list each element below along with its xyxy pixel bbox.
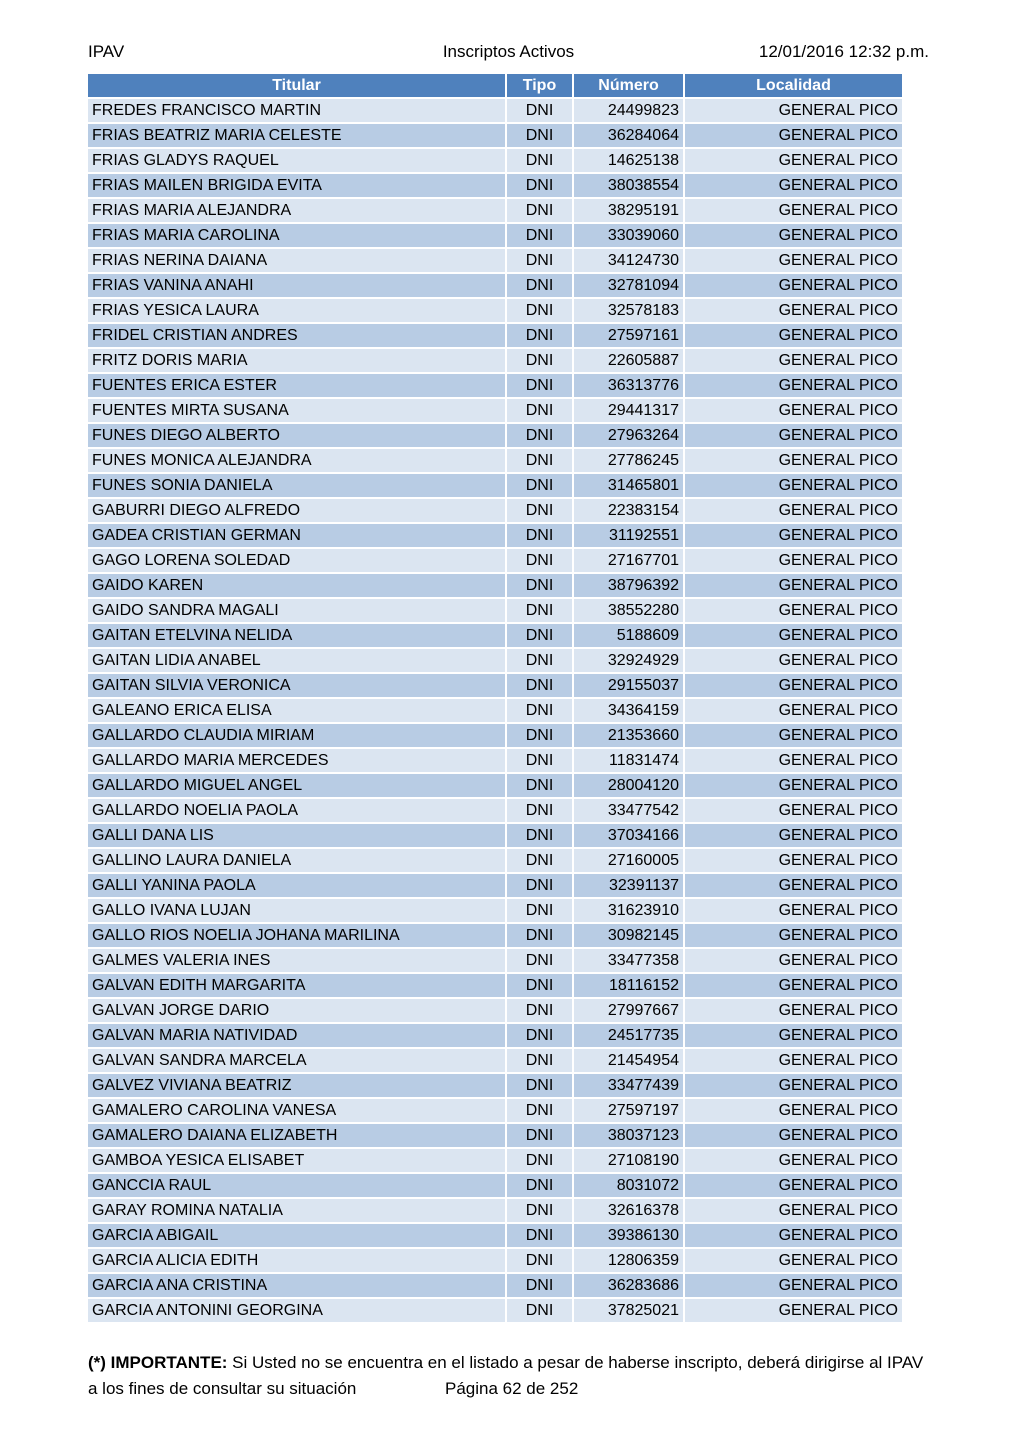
cell-titular: GARCIA ABIGAIL [88,1222,507,1247]
cell-titular: GALLI DANA LIS [88,822,507,847]
cell-titular: GALMES VALERIA INES [88,947,507,972]
cell-numero: 8031072 [574,1172,685,1197]
cell-numero: 34124730 [574,247,685,272]
cell-localidad: GENERAL PICO [685,272,902,297]
cell-tipo: DNI [507,1272,574,1297]
cell-tipo: DNI [507,422,574,447]
cell-titular: GAMBOA YESICA ELISABET [88,1147,507,1172]
cell-numero: 31465801 [574,472,685,497]
table-row [88,697,902,722]
cell-numero: 5188609 [574,622,685,647]
cell-titular: FUNES DIEGO ALBERTO [88,422,507,447]
cell-titular: GAIDO KAREN [88,572,507,597]
cell-localidad: GENERAL PICO [685,1097,902,1122]
cell-titular: FRIAS VANINA ANAHI [88,272,507,297]
cell-titular: GALVEZ VIVIANA BEATRIZ [88,1072,507,1097]
cell-tipo: DNI [507,1097,574,1122]
cell-tipo: DNI [507,472,574,497]
cell-tipo: DNI [507,697,574,722]
cell-tipo: DNI [507,197,574,222]
header-left-title: IPAV [88,42,125,61]
table-row [88,897,902,922]
cell-localidad: GENERAL PICO [685,347,902,372]
cell-numero: 27160005 [574,847,685,872]
cell-localidad: GENERAL PICO [685,672,902,697]
cell-localidad: GENERAL PICO [685,597,902,622]
cell-tipo: DNI [507,772,574,797]
cell-titular: FRIAS MARIA CAROLINA [88,222,507,247]
cell-localidad: GENERAL PICO [685,872,902,897]
cell-titular: GALLI YANINA PAOLA [88,872,507,897]
important-label: (*) IMPORTANTE: [88,1353,228,1372]
cell-tipo: DNI [507,172,574,197]
cell-tipo: DNI [507,947,574,972]
table-row [88,497,902,522]
table-row [88,122,902,147]
column-header-tipo: Tipo [507,74,574,97]
cell-titular: GALVAN EDITH MARGARITA [88,972,507,997]
table-row [88,1072,902,1097]
cell-tipo: DNI [507,322,574,347]
cell-tipo: DNI [507,522,574,547]
table-row [88,622,902,647]
table-row [88,1297,902,1322]
table-row [88,197,902,222]
table-row [88,397,902,422]
table-row [88,597,902,622]
cell-localidad: GENERAL PICO [685,1022,902,1047]
cell-tipo: DNI [507,147,574,172]
cell-titular: GARCIA ALICIA EDITH [88,1247,507,1272]
table-row [88,472,902,497]
cell-tipo: DNI [507,397,574,422]
cell-numero: 33477542 [574,797,685,822]
cell-localidad: GENERAL PICO [685,922,902,947]
table-row [88,522,902,547]
cell-titular: FUENTES ERICA ESTER [88,372,507,397]
cell-numero: 38552280 [574,597,685,622]
cell-titular: GARAY ROMINA NATALIA [88,1197,507,1222]
page-number: Página 62 de 252 [445,1379,579,1398]
table-row [88,922,902,947]
cell-tipo: DNI [507,447,574,472]
cell-localidad: GENERAL PICO [685,1072,902,1097]
table-row [88,1247,902,1272]
cell-tipo: DNI [507,722,574,747]
cell-numero: 31192551 [574,522,685,547]
cell-tipo: DNI [507,922,574,947]
cell-titular: GALLARDO MARIA MERCEDES [88,747,507,772]
cell-localidad: GENERAL PICO [685,822,902,847]
cell-numero: 38295191 [574,197,685,222]
table-row [88,322,902,347]
cell-numero: 28004120 [574,772,685,797]
table-row [88,822,902,847]
cell-titular: FRIAS YESICA LAURA [88,297,507,322]
table-row [88,547,902,572]
inscriptos-table [88,74,902,1322]
cell-numero: 32924929 [574,647,685,672]
cell-tipo: DNI [507,497,574,522]
cell-numero: 36284064 [574,122,685,147]
cell-numero: 29155037 [574,672,685,697]
cell-titular: FRIAS NERINA DAIANA [88,247,507,272]
cell-titular: GALLO IVANA LUJAN [88,897,507,922]
cell-titular: GALVAN JORGE DARIO [88,997,507,1022]
cell-tipo: DNI [507,797,574,822]
cell-numero: 18116152 [574,972,685,997]
cell-tipo: DNI [507,1247,574,1272]
cell-titular: GALEANO ERICA ELISA [88,697,507,722]
cell-titular: GARCIA ANTONINI GEORGINA [88,1297,507,1322]
column-header-localidad: Localidad [685,74,902,97]
cell-titular: GAIDO SANDRA MAGALI [88,597,507,622]
cell-numero: 31623910 [574,897,685,922]
cell-titular: GAITAN LIDIA ANABEL [88,647,507,672]
cell-titular: GALLARDO CLAUDIA MIRIAM [88,722,507,747]
cell-tipo: DNI [507,972,574,997]
cell-localidad: GENERAL PICO [685,747,902,772]
cell-numero: 27108190 [574,1147,685,1172]
cell-tipo: DNI [507,122,574,147]
cell-numero: 27786245 [574,447,685,472]
cell-localidad: GENERAL PICO [685,247,902,272]
cell-localidad: GENERAL PICO [685,1247,902,1272]
column-header-numero: Número [574,74,685,97]
table-row [88,172,902,197]
cell-localidad: GENERAL PICO [685,847,902,872]
table-row [88,997,902,1022]
cell-tipo: DNI [507,822,574,847]
cell-localidad: GENERAL PICO [685,972,902,997]
cell-tipo: DNI [507,1147,574,1172]
table-row [88,972,902,997]
table-row [88,1272,902,1297]
cell-tipo: DNI [507,222,574,247]
table-row [88,1222,902,1247]
cell-numero: 38796392 [574,572,685,597]
cell-numero: 36313776 [574,372,685,397]
footer-notice [88,1350,938,1402]
footer-line-1 [88,1350,938,1376]
cell-titular: FRIAS MAILEN BRIGIDA EVITA [88,172,507,197]
table-row [88,147,902,172]
cell-localidad: GENERAL PICO [685,222,902,247]
cell-localidad: GENERAL PICO [685,1222,902,1247]
cell-localidad: GENERAL PICO [685,1297,902,1322]
cell-titular: GANCCIA RAUL [88,1172,507,1197]
cell-numero: 33039060 [574,222,685,247]
cell-localidad: GENERAL PICO [685,897,902,922]
cell-localidad: GENERAL PICO [685,947,902,972]
header-timestamp: 12/01/2016 12:32 p.m. [758,42,929,61]
cell-localidad: GENERAL PICO [685,497,902,522]
cell-titular: GAGO LORENA SOLEDAD [88,547,507,572]
header-report-title: Inscriptos Activos [442,42,575,61]
cell-localidad: GENERAL PICO [685,522,902,547]
cell-titular: FREDES FRANCISCO MARTIN [88,97,507,122]
cell-localidad: GENERAL PICO [685,197,902,222]
cell-numero: 24517735 [574,1022,685,1047]
table-row [88,97,902,122]
cell-numero: 27963264 [574,422,685,447]
table-row [88,297,902,322]
cell-numero: 27167701 [574,547,685,572]
table-row [88,1147,902,1172]
cell-numero: 29441317 [574,397,685,422]
cell-localidad: GENERAL PICO [685,697,902,722]
cell-localidad: GENERAL PICO [685,797,902,822]
cell-tipo: DNI [507,297,574,322]
cell-numero: 37034166 [574,822,685,847]
cell-titular: FRIAS GLADYS RAQUEL [88,147,507,172]
table-row [88,647,902,672]
cell-numero: 27597161 [574,322,685,347]
cell-localidad: GENERAL PICO [685,622,902,647]
cell-titular: GABURRI DIEGO ALFREDO [88,497,507,522]
cell-tipo: DNI [507,1122,574,1147]
cell-localidad: GENERAL PICO [685,422,902,447]
cell-tipo: DNI [507,1222,574,1247]
cell-tipo: DNI [507,597,574,622]
cell-titular: GALLARDO NOELIA PAOLA [88,797,507,822]
cell-numero: 27997667 [574,997,685,1022]
cell-titular: GAITAN ETELVINA NELIDA [88,622,507,647]
cell-numero: 32578183 [574,297,685,322]
table-header-row [88,74,902,97]
cell-tipo: DNI [507,372,574,397]
table-row [88,222,902,247]
cell-numero: 32391137 [574,872,685,897]
table-row [88,272,902,297]
cell-numero: 12806359 [574,1247,685,1272]
table-row [88,847,902,872]
cell-tipo: DNI [507,272,574,297]
cell-titular: FRIAS MARIA ALEJANDRA [88,197,507,222]
cell-titular: GALLO RIOS NOELIA JOHANA MARILINA [88,922,507,947]
cell-localidad: GENERAL PICO [685,1172,902,1197]
cell-numero: 36283686 [574,1272,685,1297]
cell-localidad: GENERAL PICO [685,1272,902,1297]
footer-situation-text: a los fines de consultar su situación [88,1379,357,1398]
cell-titular: GAITAN SILVIA VERONICA [88,672,507,697]
cell-numero: 32781094 [574,272,685,297]
cell-localidad: GENERAL PICO [685,1047,902,1072]
cell-tipo: DNI [507,622,574,647]
cell-tipo: DNI [507,1197,574,1222]
cell-tipo: DNI [507,747,574,772]
cell-numero: 39386130 [574,1222,685,1247]
cell-numero: 14625138 [574,147,685,172]
cell-localidad: GENERAL PICO [685,547,902,572]
cell-localidad: GENERAL PICO [685,572,902,597]
table-row [88,947,902,972]
cell-numero: 38038554 [574,172,685,197]
cell-localidad: GENERAL PICO [685,997,902,1022]
table-row [88,797,902,822]
cell-tipo: DNI [507,1072,574,1097]
cell-numero: 22383154 [574,497,685,522]
cell-localidad: GENERAL PICO [685,372,902,397]
cell-tipo: DNI [507,1297,574,1322]
cell-localidad: GENERAL PICO [685,122,902,147]
cell-titular: FRIAS BEATRIZ MARIA CELESTE [88,122,507,147]
cell-localidad: GENERAL PICO [685,397,902,422]
cell-numero: 32616378 [574,1197,685,1222]
cell-localidad: GENERAL PICO [685,1122,902,1147]
cell-numero: 33477358 [574,947,685,972]
cell-numero: 21353660 [574,722,685,747]
cell-localidad: GENERAL PICO [685,772,902,797]
table-row [88,247,902,272]
cell-localidad: GENERAL PICO [685,647,902,672]
cell-titular: GAMALERO CAROLINA VANESA [88,1097,507,1122]
cell-titular: GADEA CRISTIAN GERMAN [88,522,507,547]
table-row [88,1172,902,1197]
cell-tipo: DNI [507,897,574,922]
cell-localidad: GENERAL PICO [685,447,902,472]
cell-titular: GARCIA ANA CRISTINA [88,1272,507,1297]
cell-tipo: DNI [507,347,574,372]
cell-numero: 33477439 [574,1072,685,1097]
table-row [88,1047,902,1072]
cell-numero: 30982145 [574,922,685,947]
table-row [88,1022,902,1047]
cell-localidad: GENERAL PICO [685,1147,902,1172]
cell-numero: 11831474 [574,747,685,772]
table-row [88,347,902,372]
table-row [88,447,902,472]
cell-numero: 22605887 [574,347,685,372]
cell-localidad: GENERAL PICO [685,97,902,122]
table-row [88,1122,902,1147]
cell-tipo: DNI [507,1047,574,1072]
cell-localidad: GENERAL PICO [685,297,902,322]
cell-localidad: GENERAL PICO [685,722,902,747]
table-row [88,772,902,797]
cell-localidad: GENERAL PICO [685,147,902,172]
cell-numero: 37825021 [574,1297,685,1322]
cell-localidad: GENERAL PICO [685,172,902,197]
cell-tipo: DNI [507,872,574,897]
table-row [88,672,902,697]
cell-tipo: DNI [507,1022,574,1047]
cell-titular: GALVAN MARIA NATIVIDAD [88,1022,507,1047]
table-row [88,572,902,597]
table-row [88,1197,902,1222]
cell-tipo: DNI [507,247,574,272]
table-row [88,722,902,747]
cell-tipo: DNI [507,647,574,672]
table-row [88,747,902,772]
cell-tipo: DNI [507,847,574,872]
table-row [88,1097,902,1122]
cell-localidad: GENERAL PICO [685,472,902,497]
cell-titular: FUNES MONICA ALEJANDRA [88,447,507,472]
table-row [88,872,902,897]
cell-titular: FUENTES MIRTA SUSANA [88,397,507,422]
cell-titular: GAMALERO DAIANA ELIZABETH [88,1122,507,1147]
cell-titular: FUNES SONIA DANIELA [88,472,507,497]
cell-tipo: DNI [507,672,574,697]
cell-localidad: GENERAL PICO [685,322,902,347]
cell-titular: GALLINO LAURA DANIELA [88,847,507,872]
cell-numero: 34364159 [574,697,685,722]
cell-numero: 21454954 [574,1047,685,1072]
cell-titular: GALVAN SANDRA MARCELA [88,1047,507,1072]
footer-line-2 [88,1376,938,1402]
cell-numero: 27597197 [574,1097,685,1122]
cell-tipo: DNI [507,547,574,572]
cell-titular: GALLARDO MIGUEL ANGEL [88,772,507,797]
table-row [88,372,902,397]
cell-tipo: DNI [507,997,574,1022]
cell-tipo: DNI [507,572,574,597]
cell-localidad: GENERAL PICO [685,1197,902,1222]
important-text: Si Usted no se encuentra en el listado a pesar de haberse inscripto, deberá dirigirse al IPAV [227,1353,924,1372]
cell-titular: FRITZ DORIS MARIA [88,347,507,372]
cell-titular: FRIDEL CRISTIAN ANDRES [88,322,507,347]
cell-tipo: DNI [507,97,574,122]
cell-numero: 38037123 [574,1122,685,1147]
column-header-titular: Titular [88,74,507,97]
table-body [88,97,902,1322]
cell-tipo: DNI [507,1172,574,1197]
cell-numero: 24499823 [574,97,685,122]
table-row [88,422,902,447]
